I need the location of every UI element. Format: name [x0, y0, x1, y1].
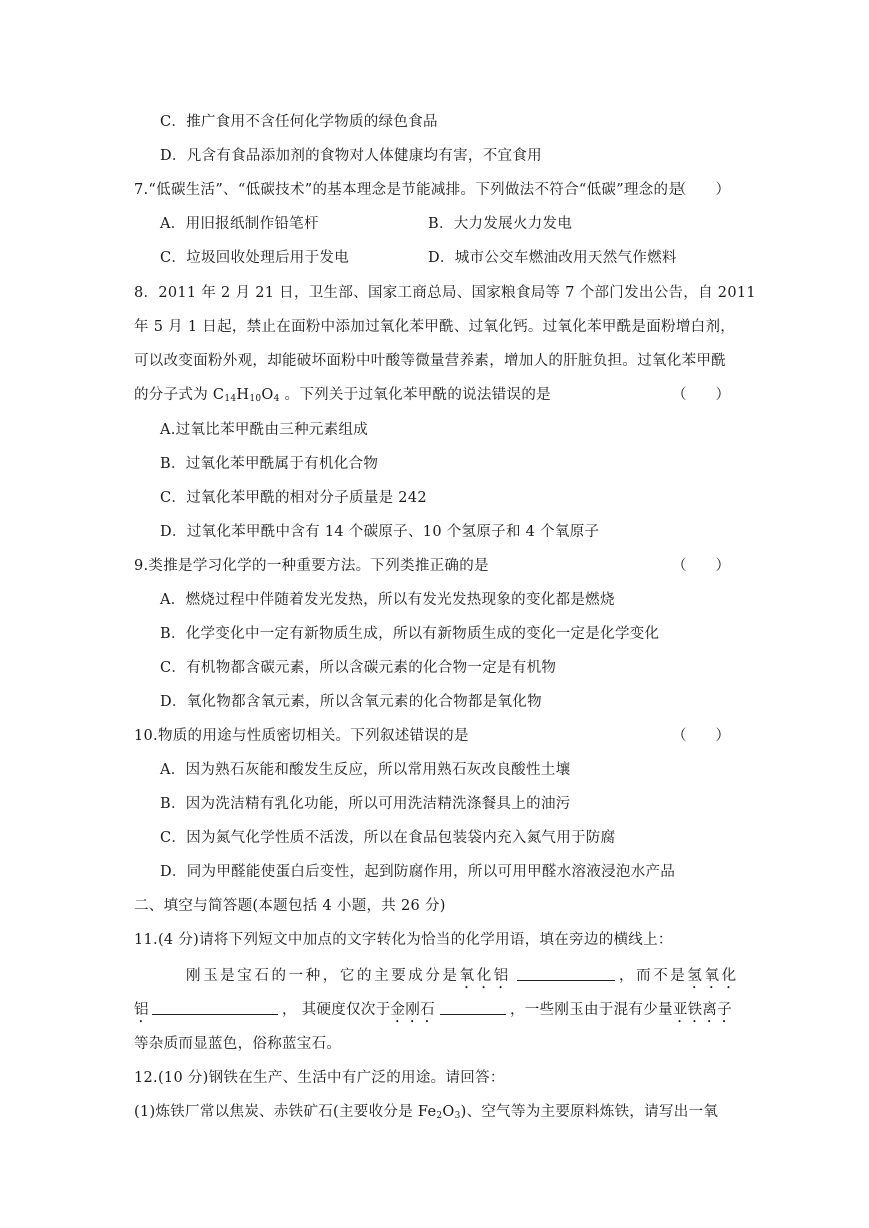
q11-passage-line-1: 刚玉是宝石的一种，它的主要成分是氧化铝 — [186, 968, 511, 984]
q11-passage-line-2c: ，一些刚玉由于混有少量亚铁离子 — [510, 1002, 733, 1018]
q10-option-a: A．因为熟石灰能和酸发生反应，所以常用熟石灰改良酸性土壤 — [160, 762, 571, 778]
answer-blank-1[interactable] — [517, 966, 615, 981]
dotted-term-aluminum-hydroxide: 氢氧化 — [687, 968, 739, 984]
q8-line-2: 年 5 月 1 日起，禁止在面粉中添加过氧化苯甲酰、过氧化钙。过氧化苯甲酰是面粉增白剂， — [134, 319, 736, 335]
q8-option-d: D．过氧化苯甲酰中含有 14 个碳原子、10 个氢原子和 4 个氧原子 — [160, 524, 600, 540]
q8-answer-paren: （ ） — [672, 387, 730, 403]
q12-sub-1: (1)炼铁厂常以焦炭、赤铁矿石(主要收分是 $Fe_2O_3$)、空气等为主要原料炼铁，请写出一氧 — [134, 1104, 719, 1121]
q8-line-4: 的分子式为 $C_{14}H_{10}O_4$ 。下列关于过氧化苯甲酰的说法错误的是 — [134, 387, 551, 404]
q11-passage-line-3: 等杂质而显蓝色，俗称蓝宝石。 — [134, 1036, 342, 1052]
q7-option-b: B．大力发展火力发电 — [428, 216, 573, 232]
q7-option-a: A．用旧报纸制作铅笔杆 — [160, 216, 319, 232]
dotted-term-aluminum-oxide: 氧化铝 — [459, 968, 511, 984]
answer-blank-2[interactable] — [152, 1000, 278, 1015]
q7-stem: 7.“低碳生活”、“低碳技术”的基本理念是节能减排。下列做法不符合“低碳”理念的是 — [134, 182, 684, 198]
q7-answer-paren: （ ） — [672, 182, 730, 198]
q8-option-b: B．过氧化苯甲酰属于有机化合物 — [160, 456, 379, 472]
q10-option-c: C．因为氮气化学性质不活泼，所以在食品包装袋内充入氮气用于防腐 — [160, 830, 616, 846]
q11-passage-line-1b: ，而不是氢氧化 — [619, 968, 739, 984]
q11-stem: 11.(4 分)请将下列短文中加点的文字转化为恰当的化学用语，填在旁边的横线上： — [134, 932, 673, 948]
q11-passage-line-2a: 铝 — [134, 1002, 149, 1018]
q10-answer-paren: （ ） — [672, 728, 730, 744]
section-heading: 二、填空与简答题(本题包括 4 小题，共 26 分) — [134, 898, 446, 914]
q10-option-b: B．因为洗洁精有乳化功能，所以可用洗洁精洗涤餐具上的油污 — [160, 796, 571, 812]
q10-option-d: D．同为甲醛能使蛋白后变性，起到防腐作用，所以可用甲醛水溶液浸泡水产品 — [160, 864, 676, 880]
q7-option-c: C．垃圾回收处理后用于发电 — [160, 250, 349, 266]
q6-option-c: C．推广食用不含任何化学物质的绿色食品 — [160, 114, 438, 130]
q10-stem: 10.物质的用途与性质密切相关。下列叙述错误的是 — [134, 728, 469, 744]
answer-blank-3[interactable] — [440, 1000, 506, 1015]
q8-line-3: 可以改变面粉外观，却能破坏面粉中叶酸等微量营养素，增加人的肝脏负担。过氧化苯甲酰 — [134, 353, 726, 369]
dotted-term-diamond: 金刚石 — [390, 1002, 435, 1018]
q8-option-a: A.过氧比苯甲酰由三种元素组成 — [160, 422, 369, 438]
q9-option-d: D．氧化物都含氧元素，所以含氧元素的化合物都是氧化物 — [160, 694, 542, 710]
q9-option-c: C．有机物都含碳元素，所以含碳元素的化合物一定是有机物 — [160, 660, 557, 676]
q12-stem: 12.(10 分)钢铁在生产、生活中有广泛的用途。请回答： — [134, 1070, 505, 1086]
q9-option-a: A．燃烧过程中伴随着发光发热，所以有发光发热现象的变化都是燃烧 — [160, 592, 615, 608]
q7-option-d: D．城市公交车燃油改用天然气作燃料 — [428, 250, 677, 266]
dotted-term-ferrous-ion: 亚铁离子 — [672, 1002, 733, 1018]
q8-option-c: C．过氧化苯甲酰的相对分子质量是 242 — [160, 490, 427, 506]
q9-option-b: B．化学变化中一定有新物质生成，所以有新物质生成的变化一定是化学变化 — [160, 626, 660, 642]
q11-passage-line-2b: ， 其硬度仅次于金刚石 — [282, 1002, 435, 1018]
q6-option-d: D．凡含有食品添加剂的食物对人体健康均有害，不宜食用 — [160, 148, 542, 164]
q8-line-1: 8．2011 年 2 月 21 日，卫生部、国家工商总局、国家粮食局等 7 个部门发出公告，自 2011 — [134, 285, 756, 301]
q9-stem: 9.类推是学习化学的一种重要方法。下列类推正确的是 — [134, 558, 489, 574]
q9-answer-paren: （ ） — [672, 558, 730, 574]
